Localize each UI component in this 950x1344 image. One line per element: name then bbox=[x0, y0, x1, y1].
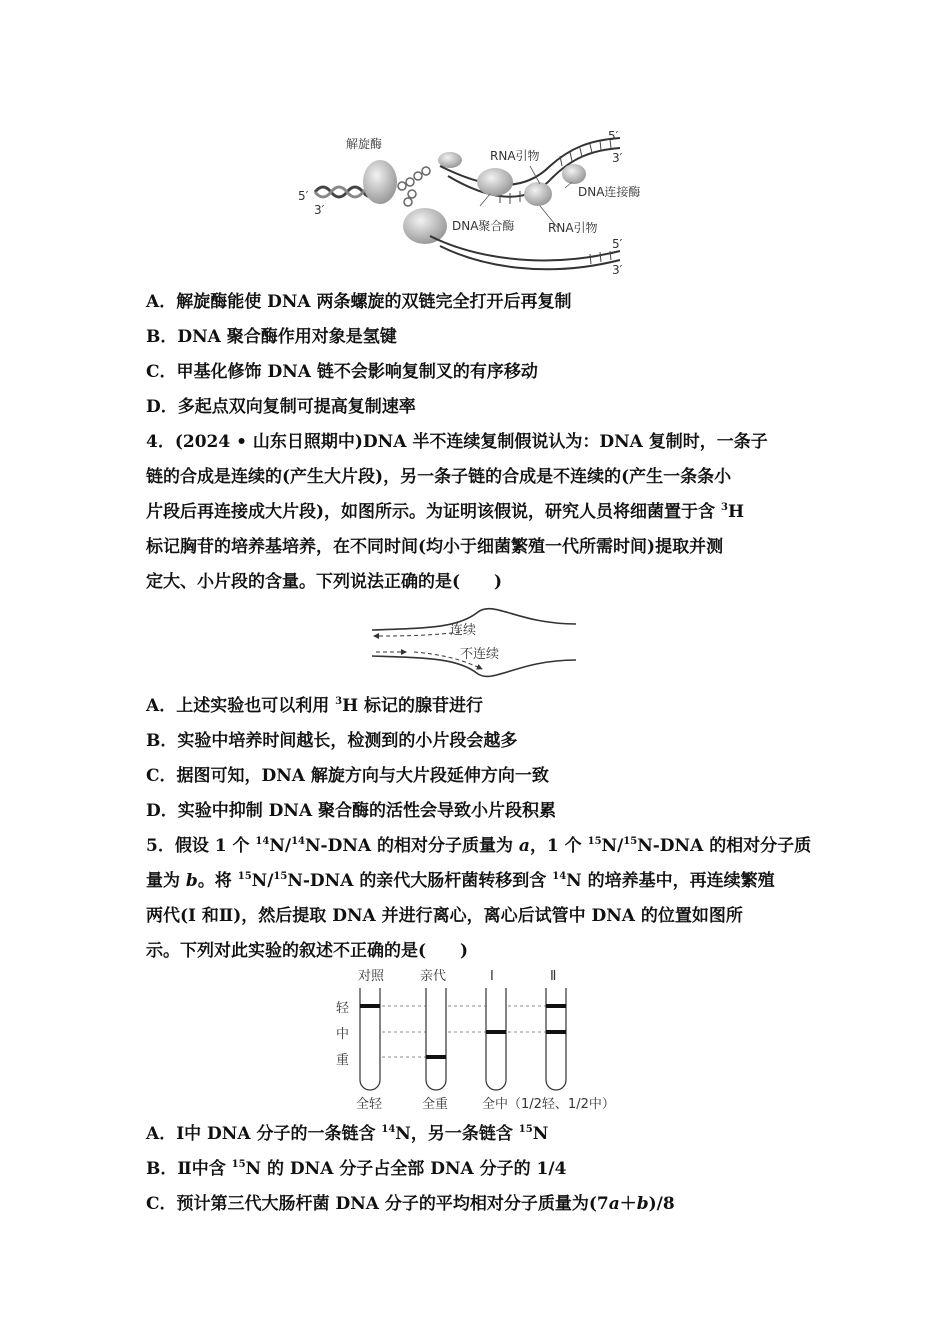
three-prime-label-bottom: 3′ bbox=[612, 263, 623, 277]
q5-stem-line4: 示。下列对此实验的叙述不正确的是( ) bbox=[146, 941, 469, 961]
q5-option-c: C．预计第三代大肠杆菌 DNA 分子的平均相对分子质量为(7a＋b)/8 bbox=[146, 1194, 675, 1214]
replication-fork-figure bbox=[290, 126, 670, 280]
five-prime-label-left: 5′ bbox=[298, 189, 309, 203]
q4-option-a: A．上述实验也可以利用 $^3$H 标记的腺苷进行 bbox=[146, 696, 484, 716]
col-parent-label: 亲代 bbox=[420, 969, 447, 984]
q4-stem-line1: 4．(2024 • 山东日照期中)DNA 半不连续复制假说认为：DNA 复制时，一条子 bbox=[146, 432, 768, 452]
q5-option-a: A．Ⅰ中 DNA 分子的一条链含 $^{14}$N，另一条链含 $^{15}$N bbox=[146, 1124, 549, 1144]
col-gen2-label: Ⅱ bbox=[550, 969, 557, 984]
centrifuge-tubes-figure bbox=[330, 964, 626, 1114]
row-heavy-label: 重 bbox=[336, 1053, 350, 1068]
col-gen1-label: Ⅰ bbox=[490, 969, 494, 984]
semi-discontinuous-figure bbox=[368, 598, 580, 684]
q5-stem-line2: 量为 b。将 $^{15}$N/$^{15}$N-DNA 的亲代大肠杆菌转移到含 $^{14}$N 的培养基中，再连续繁殖 bbox=[146, 871, 775, 891]
col-control-label: 对照 bbox=[358, 969, 385, 984]
five-prime-label-top: 5′ bbox=[608, 129, 619, 143]
q3-option-d: D．多起点双向复制可提高复制速率 bbox=[146, 397, 416, 417]
rna-primer-bottom-label: RNA引物 bbox=[548, 221, 598, 235]
q5-stem-line3: 两代(Ⅰ 和Ⅱ)，然后提取 DNA 并进行离心，离心后试管中 DNA 的位置如图所 bbox=[146, 906, 743, 926]
q3-option-b: B．DNA 聚合酶作用对象是氢键 bbox=[146, 327, 397, 347]
q4-stem-line2: 链的合成是连续的(产生大片段)，另一条子链的合成是不连续的(产生一条条小 bbox=[146, 467, 732, 487]
q4-stem-line4: 标记胸苷的培养基培养，在不同时间(均小于细菌繁殖一代所需时间)提取并测 bbox=[146, 537, 724, 557]
q4-option-c: C．据图可知，DNA 解旋方向与大片段延伸方向一致 bbox=[146, 766, 549, 786]
continuous-label: 连续 bbox=[450, 623, 477, 638]
q4-option-d: D．实验中抑制 DNA 聚合酶的活性会导致小片段积累 bbox=[146, 801, 557, 821]
q4-stem-line5: 定大、小片段的含量。下列说法正确的是( ) bbox=[146, 572, 503, 592]
rna-primer-top-label: RNA引物 bbox=[490, 149, 540, 163]
dna-polymerase-label: DNA聚合酶 bbox=[452, 219, 515, 233]
helicase-label: 解旋酶 bbox=[346, 137, 383, 151]
q4-option-b: B．实验中培养时间越长，检测到的小片段会越多 bbox=[146, 731, 518, 751]
dna-ligase-label: DNA连接酶 bbox=[578, 185, 641, 199]
caption-parent: 全重 bbox=[422, 1097, 449, 1112]
row-mid-label: 中 bbox=[336, 1027, 350, 1042]
polymerase-shape bbox=[403, 208, 447, 244]
caption-control: 全轻 bbox=[356, 1097, 383, 1112]
q3-option-a: A．解旋酶能使 DNA 两条螺旋的双链完全打开后再复制 bbox=[146, 292, 572, 312]
three-prime-label-left: 3′ bbox=[314, 203, 325, 217]
helicase-shape bbox=[363, 160, 397, 204]
q5-stem-line1: 5．假设 1 个 $^{14}$N/$^{14}$N-DNA 的相对分子质量为 a，1 个 $^{15}$N/$^{15}$N-DNA 的相对分子质 bbox=[146, 836, 812, 856]
five-prime-label-bottom: 5′ bbox=[612, 237, 623, 251]
row-light-label: 轻 bbox=[336, 1001, 350, 1016]
q3-option-c: C．甲基化修饰 DNA 链不会影响复制叉的有序移动 bbox=[146, 362, 538, 382]
discontinuous-label: 不连续 bbox=[460, 647, 500, 662]
caption-gen1-gen2: 全中（1/2轻、1/2中） bbox=[482, 1097, 615, 1112]
q4-stem-line3: 片段后再连接成大片段)，如图所示。为证明该假说，研究人员将细菌置于含 $^3$H bbox=[146, 502, 744, 522]
q5-option-b: B．Ⅱ中含 $^{15}$N 的 DNA 分子占全部 DNA 分子的 1/4 bbox=[146, 1159, 567, 1179]
three-prime-label-top: 3′ bbox=[612, 151, 623, 165]
